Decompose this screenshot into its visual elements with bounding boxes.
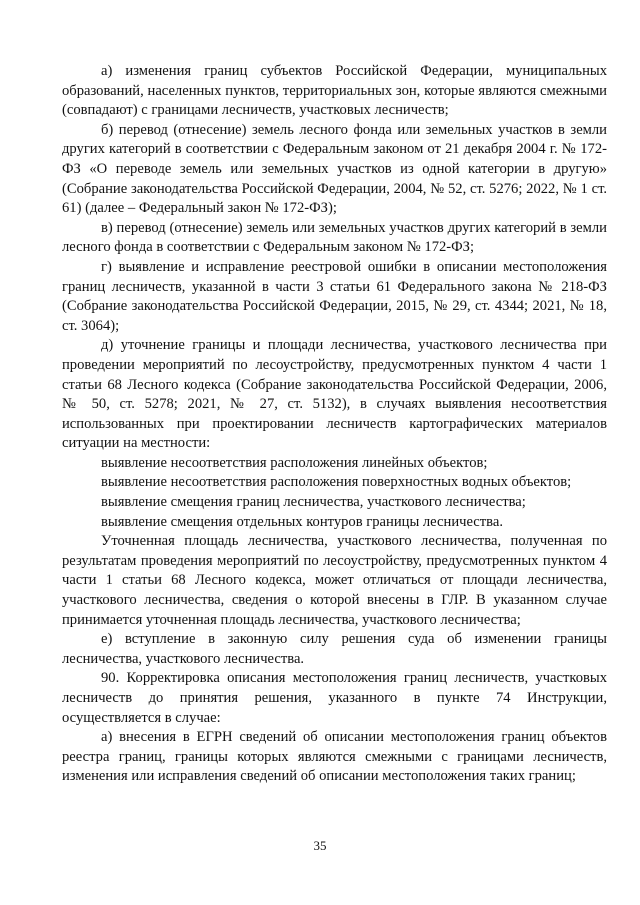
list-item-boundary-shift: выявление смещения границ лесничества, участкового лесничества; bbox=[101, 494, 526, 511]
paragraph-v-transfer: в) перевод (отнесение) земель или земельных участков других категорий в земли лесного фонда в соответствии с Федеральным законом № 172-ФЗ; bbox=[62, 219, 607, 256]
paragraph-90-a: а) внесения в ЕГРН сведений об описании местоположения границ объектов реестра границ, границы которых являются смежными с границами лесничеств, изменения или исправления сведений об описании местоположения таких границ; bbox=[62, 729, 607, 785]
list-item-contour-shift: выявление смещения отдельных контуров границы лесничества. bbox=[101, 513, 503, 530]
paragraph-90: 90. Корректировка описания местоположения границ лесничеств, участковых лесничеств до принятия решения, указанного в пункте 74 Инструкции, осуществляется в случае: bbox=[62, 670, 607, 726]
paragraph-b-transfer: б) перевод (отнесение) земель лесного фонда или земельных участков в земли других категорий в соответствии с Федеральным законом от 21 декабря 2004 г. № 172-ФЗ «О переводе земель или земельных участков из одной категории в другую» (Собрание законодательства Российской Федерации, 2004, № 52, ст. 5276; 2022, № 1 ст. 61) (далее – Федеральный закон № 172-ФЗ); bbox=[62, 121, 607, 217]
paragraph-d-clarification: д) уточнение границы и площади лесничества, участкового лесничества при проведении мероприятий по лесоустройству, предусмотренных пунктом 4 части 1 статьи 68 Лесного кодекса (Собрание законодательства Российской Федерации, 2006, № 50, ст. 5278; 2021, № 27, ст. 5132), в случаях выявления несоответствия использованных при проектировании лесничеств картографических материалов ситуации на местности: bbox=[62, 337, 607, 452]
paragraph-e-court-decision: е) вступление в законную силу решения суда об изменении границы лесничества, участкового лесничества. bbox=[62, 631, 607, 667]
list-item-linear-objects: выявление несоответствия расположения линейных объектов; bbox=[101, 454, 488, 471]
page-number: 35 bbox=[313, 838, 327, 853]
paragraph-a-boundaries: а) изменения границ субъектов Российской Федерации, муниципальных образований, населенных пунктов, территориальных зон, которые являются смежными (совпадают) с границами лесничеств, участковых лесничеств; bbox=[62, 63, 607, 119]
document-body bbox=[62, 62, 607, 787]
paragraph-clarified-area: Уточненная площадь лесничества, участкового лесничества, полученная по результатам проведения мероприятий по лесоустройству, предусмотренных пунктом 4 части 1 статьи 68 Лесного кодекса, может отличаться от площади лесничества, участкового лесничества, сведения о которой внесены в ГЛР. В указанном случае принимается уточненная площадь лесничества, участкового лесничества; bbox=[62, 533, 607, 628]
paragraph-g-registry-error: г) выявление и исправление реестровой ошибки в описании местоположения границ лесничеств, указанной в части 3 статьи 61 Федерального закона № 218-ФЗ (Собрание законодательства Российской Федерации, 2015, № 29, ст. 4344; 2021, № 18, ст. 3064); bbox=[62, 258, 607, 334]
list-item-water-objects: выявление несоответствия расположения поверхностных водных объектов; bbox=[101, 474, 572, 491]
